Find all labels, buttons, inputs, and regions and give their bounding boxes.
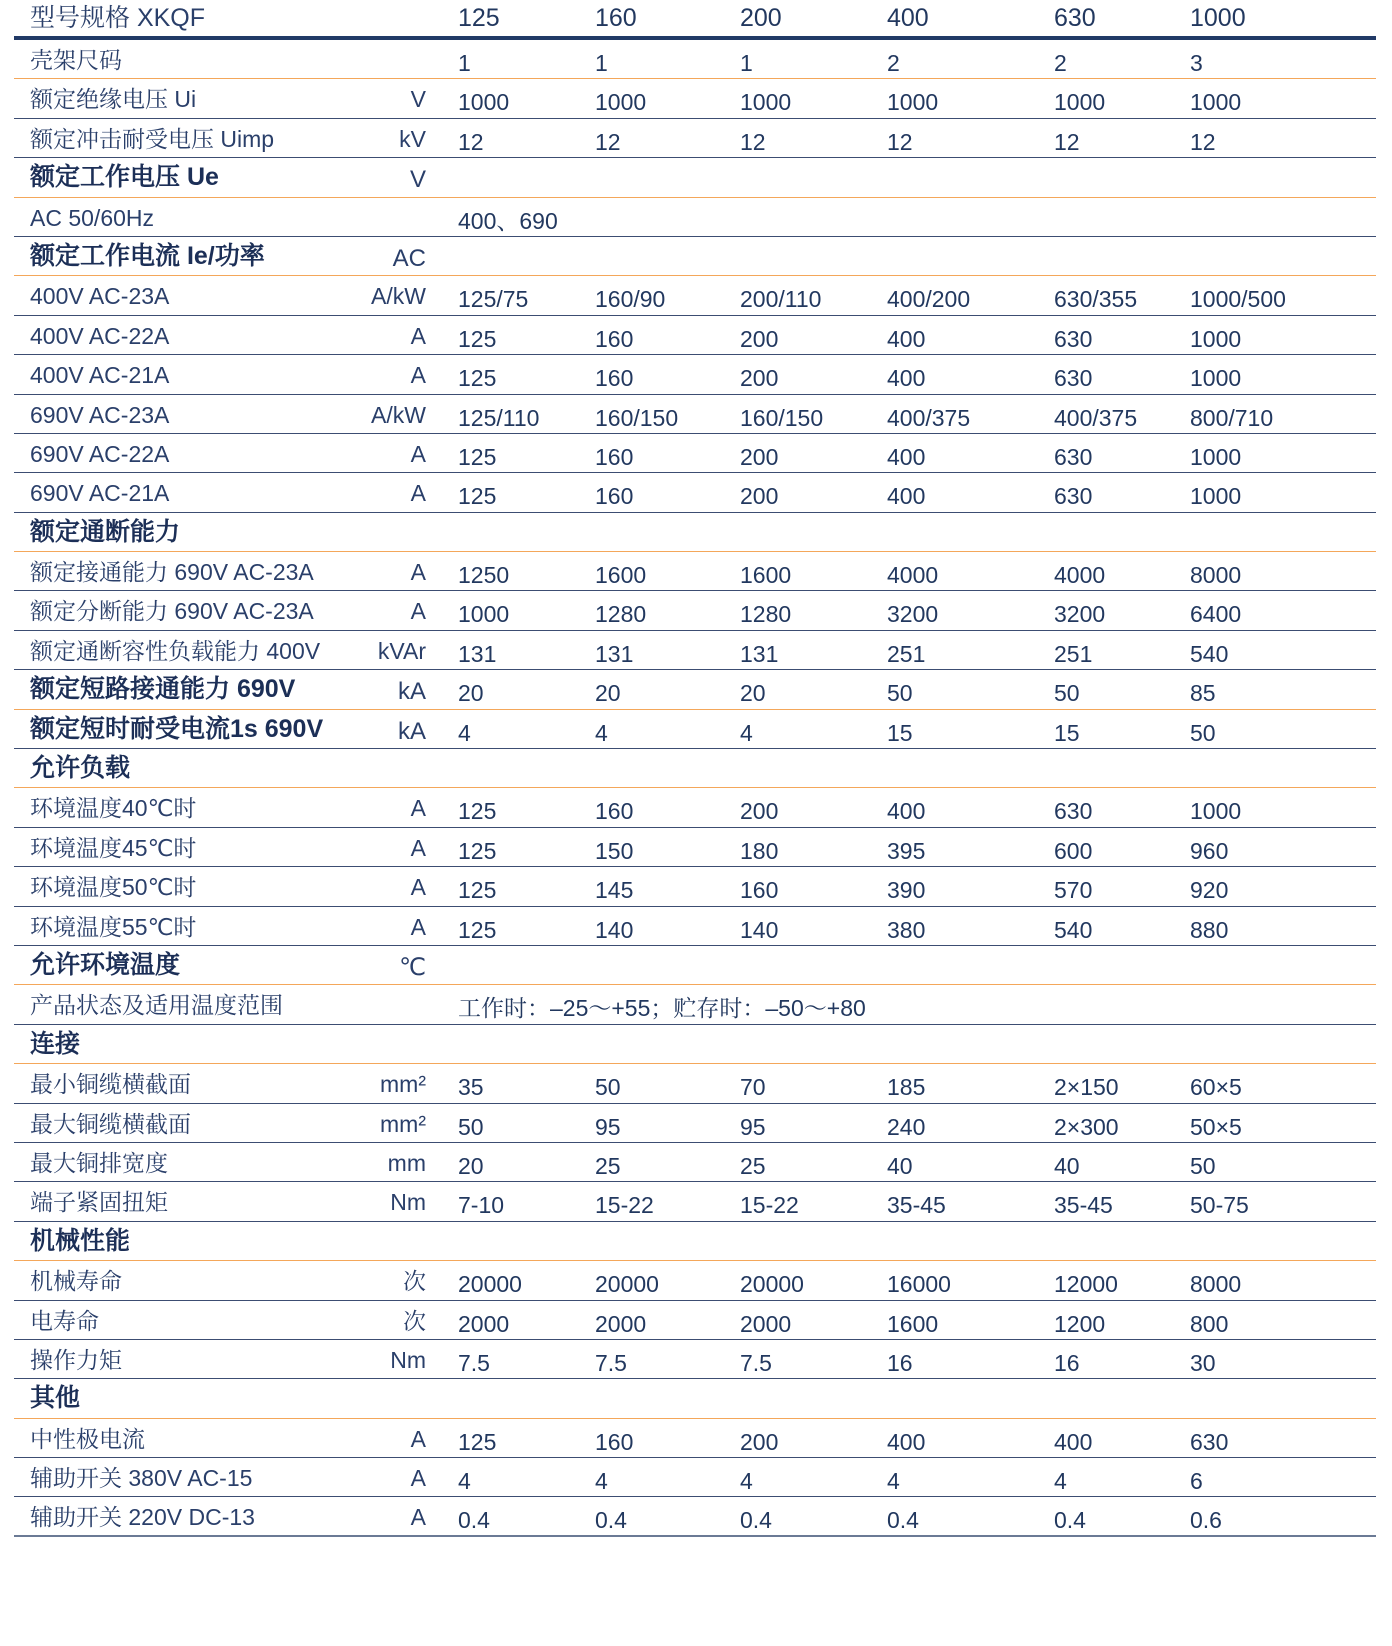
row-value: 1000 (1190, 798, 1242, 825)
row-value: 160 (740, 877, 779, 904)
header-label: 型号规格 XKQF (30, 4, 206, 32)
header-model-125: 125 (458, 4, 500, 32)
row-value: 185 (887, 1074, 926, 1101)
row-label: 额定短路接通能力 690V (30, 675, 296, 704)
row-unit: mm² (380, 1071, 426, 1098)
table-row (14, 1497, 1376, 1536)
row-value: 400 (887, 798, 926, 825)
row-value: 540 (1190, 640, 1229, 667)
row-value: 16000 (887, 1271, 951, 1298)
row-value: 800 (1190, 1310, 1229, 1337)
row-unit: A (410, 362, 426, 389)
row-unit: ℃ (399, 953, 426, 981)
row-unit: A (410, 1504, 426, 1531)
row-value: 1 (458, 50, 471, 76)
row-value: 150 (595, 837, 634, 864)
row-value: 200 (740, 365, 779, 392)
row-value: 0.6 (1190, 1507, 1222, 1534)
row-value: 630 (1054, 443, 1093, 470)
row-label: 额定冲击耐受电压 Uimp (30, 125, 275, 152)
row-unit: A (410, 322, 426, 349)
row-value: 85 (1190, 680, 1216, 707)
row-value: 240 (887, 1113, 926, 1140)
row-value: 4 (595, 1468, 608, 1495)
row-value: 395 (887, 837, 926, 864)
row-unit: Nm (390, 1189, 426, 1216)
row-value: 200 (740, 325, 779, 352)
row-value: 145 (595, 877, 634, 904)
table-row (14, 985, 1376, 1024)
row-value: 160 (595, 325, 634, 352)
row-value: 1600 (595, 562, 647, 589)
row-value: 1280 (740, 601, 792, 628)
section-title: 其他 (30, 1384, 81, 1413)
table-row (14, 395, 1376, 434)
table-row (14, 434, 1376, 473)
section-title: 额定工作电压 Ue (30, 163, 219, 192)
row-value: 400/375 (887, 404, 971, 431)
row-value: 12000 (1054, 1271, 1118, 1298)
row-value: 12 (595, 128, 621, 155)
row-value: 2000 (458, 1310, 510, 1337)
row-value: 160 (595, 365, 634, 392)
row-value: 180 (740, 837, 779, 864)
row-span-value: 400、690 (458, 207, 558, 234)
section-header-row (14, 237, 1376, 276)
row-value: 400 (1054, 1428, 1093, 1455)
row-value: 50 (887, 680, 913, 707)
row-value: 200/110 (740, 286, 822, 313)
row-value: 920 (1190, 877, 1229, 904)
row-value: 1000 (740, 89, 792, 116)
row-unit: A (410, 1465, 426, 1492)
row-value: 12 (458, 128, 484, 155)
row-value: 2 (1054, 50, 1067, 76)
row-value: 125 (458, 483, 497, 510)
row-value: 6400 (1190, 601, 1242, 628)
row-label: 环境温度45℃时 (30, 834, 197, 861)
row-value: 630 (1054, 365, 1093, 392)
row-value: 630 (1190, 1428, 1229, 1455)
row-value: 50×5 (1190, 1113, 1242, 1140)
row-unit: 次 (403, 1307, 426, 1334)
row-value: 251 (1054, 640, 1093, 667)
row-value: 540 (1054, 916, 1093, 943)
row-value: 125 (458, 443, 497, 470)
table-row (14, 198, 1376, 237)
row-value: 20 (458, 680, 484, 707)
table-row (14, 276, 1376, 315)
row-value: 1200 (1054, 1310, 1106, 1337)
row-value: 2000 (740, 1310, 792, 1337)
row-value: 35-45 (887, 1192, 946, 1219)
row-value: 1600 (740, 562, 792, 589)
row-unit: kV (399, 125, 426, 152)
row-unit: V (410, 86, 426, 113)
row-value: 630 (1054, 483, 1093, 510)
row-label: 环境温度55℃时 (30, 913, 197, 940)
section-title: 允许环境温度 (30, 950, 181, 979)
section-header-row (14, 158, 1376, 197)
row-unit: AC (392, 244, 426, 272)
row-value: 50 (595, 1074, 621, 1101)
row-value: 25 (740, 1152, 766, 1179)
table-row (14, 40, 1376, 79)
row-value: 7.5 (740, 1349, 772, 1376)
row-value: 1000 (1054, 89, 1106, 116)
row-value: 20000 (740, 1271, 804, 1298)
section-header-row (14, 749, 1376, 788)
row-value: 2 (887, 50, 900, 76)
header-model-630: 630 (1054, 4, 1096, 32)
row-label: 机械寿命 (30, 1268, 122, 1295)
row-value: 600 (1054, 837, 1093, 864)
row-value: 160/90 (595, 286, 666, 313)
row-value: 20000 (595, 1271, 659, 1298)
row-unit: V (409, 166, 426, 194)
row-unit: A/kW (371, 401, 426, 428)
table-row (14, 907, 1376, 946)
row-value: 15-22 (740, 1192, 799, 1219)
row-value: 1000 (1190, 443, 1242, 470)
row-label: 400V AC-22A (30, 322, 170, 349)
row-value: 0.4 (1054, 1507, 1086, 1534)
row-label: 中性极电流 (30, 1425, 145, 1452)
row-value: 1000/500 (1190, 286, 1286, 313)
row-value: 16 (887, 1349, 913, 1376)
row-value: 8000 (1190, 562, 1242, 589)
row-unit: kA (397, 678, 426, 706)
row-unit: A (410, 440, 426, 467)
row-label: 690V AC-21A (30, 480, 170, 507)
row-unit: A (410, 598, 426, 625)
row-label: 400V AC-21A (30, 362, 170, 389)
row-value: 390 (887, 877, 926, 904)
row-value: 1 (740, 50, 753, 76)
section-header-row (14, 1222, 1376, 1261)
row-value: 125/75 (458, 286, 529, 313)
row-value: 140 (595, 916, 634, 943)
table-row (14, 1261, 1376, 1300)
row-label: 电寿命 (30, 1307, 99, 1334)
row-value: 4 (740, 1468, 753, 1495)
row-value: 50 (458, 1113, 484, 1140)
row-value: 4 (1054, 1468, 1067, 1495)
section-header-row (14, 1025, 1376, 1064)
section-header-row (14, 1379, 1376, 1418)
row-value: 1000 (887, 89, 939, 116)
row-value: 160/150 (595, 404, 679, 431)
section-header-row (14, 946, 1376, 985)
row-label: 690V AC-22A (30, 440, 170, 467)
row-value: 630 (1054, 798, 1093, 825)
table-row (14, 79, 1376, 118)
row-value: 160 (595, 443, 634, 470)
table-row (14, 1458, 1376, 1497)
row-value: 125/110 (458, 404, 540, 431)
table-row (14, 710, 1376, 749)
row-value: 4 (595, 719, 608, 746)
row-value: 12 (1054, 128, 1080, 155)
row-value: 20 (458, 1152, 484, 1179)
row-value: 1000 (1190, 325, 1242, 352)
table-row (14, 670, 1376, 709)
row-value: 1000 (595, 89, 647, 116)
table-row (14, 828, 1376, 867)
row-value: 800/710 (1190, 404, 1274, 431)
row-value: 160/150 (740, 404, 824, 431)
row-value: 4 (458, 1468, 471, 1495)
row-value: 400 (887, 443, 926, 470)
row-unit: Nm (390, 1346, 426, 1373)
row-unit: mm (387, 1149, 426, 1176)
row-value: 1250 (458, 562, 510, 589)
table-row (14, 473, 1376, 512)
row-value: 630 (1054, 325, 1093, 352)
row-value: 60×5 (1190, 1074, 1242, 1101)
row-value: 200 (740, 798, 779, 825)
row-unit: A (410, 913, 426, 940)
row-value: 251 (887, 640, 926, 667)
table-row (14, 1064, 1376, 1103)
row-value: 50 (1190, 719, 1216, 746)
row-label: 环境温度40℃时 (30, 795, 197, 822)
row-value: 7.5 (458, 1349, 490, 1376)
row-value: 2×300 (1054, 1113, 1119, 1140)
row-value: 40 (887, 1152, 913, 1179)
row-label: 最小铜缆横截面 (30, 1071, 191, 1098)
row-value: 1000 (1190, 365, 1242, 392)
table-row (14, 355, 1376, 394)
row-span-value: 工作时：–25～+55；贮存时：–50～+80 (458, 995, 866, 1022)
table-row (14, 552, 1376, 591)
row-value: 1280 (595, 601, 647, 628)
row-value: 2000 (595, 1310, 647, 1337)
row-value: 125 (458, 837, 497, 864)
row-value: 2×150 (1054, 1074, 1119, 1101)
header-row (14, 0, 1376, 40)
row-value: 400 (887, 365, 926, 392)
header-model-400: 400 (887, 4, 929, 32)
row-value: 125 (458, 877, 497, 904)
row-value: 35-45 (1054, 1192, 1113, 1219)
table-row (14, 1182, 1376, 1221)
row-label: 辅助开关 380V AC-15 (30, 1465, 253, 1492)
row-value: 50-75 (1190, 1192, 1249, 1219)
row-value: 960 (1190, 837, 1229, 864)
row-value: 880 (1190, 916, 1229, 943)
row-value: 3200 (887, 601, 939, 628)
row-value: 7-10 (458, 1192, 505, 1219)
row-value: 20000 (458, 1271, 522, 1298)
row-value: 20 (595, 680, 621, 707)
row-value: 570 (1054, 877, 1093, 904)
row-value: 380 (887, 916, 926, 943)
row-unit: A (410, 480, 426, 507)
row-unit: A (410, 874, 426, 901)
section-title: 额定工作电流 Ie/功率 (30, 241, 265, 270)
row-value: 35 (458, 1074, 484, 1101)
row-value: 1600 (887, 1310, 939, 1337)
row-label: 额定通断容性负载能力 400V (30, 637, 321, 664)
row-value: 4 (887, 1468, 900, 1495)
row-value: 400 (887, 325, 926, 352)
table-row (14, 788, 1376, 827)
row-value: 0.4 (458, 1507, 490, 1534)
row-value: 131 (595, 640, 634, 667)
table-row (14, 1104, 1376, 1143)
row-unit: A (410, 795, 426, 822)
row-value: 40 (1054, 1152, 1080, 1179)
row-value: 630/355 (1054, 286, 1138, 313)
table-row (14, 1340, 1376, 1379)
row-unit: A (410, 834, 426, 861)
row-value: 200 (740, 483, 779, 510)
row-value: 4 (458, 719, 471, 746)
section-title: 允许负载 (30, 754, 131, 783)
row-value: 95 (595, 1113, 621, 1140)
row-value: 8000 (1190, 1271, 1242, 1298)
row-label: 端子紧固扭矩 (30, 1189, 168, 1216)
row-value: 0.4 (887, 1507, 919, 1534)
row-label: 最大铜缆横截面 (30, 1110, 191, 1137)
row-value: 131 (458, 640, 497, 667)
row-value: 400 (887, 1428, 926, 1455)
row-label: 额定分断能力 690V AC-23A (30, 598, 314, 625)
table-row (14, 867, 1376, 906)
row-label: AC 50/60Hz (30, 204, 155, 231)
table-row (14, 1143, 1376, 1182)
header-model-1000: 1000 (1190, 4, 1246, 32)
row-unit: A (410, 1425, 426, 1452)
row-value: 125 (458, 325, 497, 352)
row-value: 20 (740, 680, 766, 707)
row-value: 125 (458, 365, 497, 392)
row-value: 400/375 (1054, 404, 1138, 431)
row-value: 140 (740, 916, 779, 943)
row-value: 1000 (1190, 483, 1242, 510)
row-value: 50 (1054, 680, 1080, 707)
row-unit: kA (397, 717, 426, 745)
row-value: 15 (887, 719, 913, 746)
row-value: 25 (595, 1152, 621, 1179)
table-row (14, 1419, 1376, 1458)
row-label: 400V AC-23A (30, 283, 170, 310)
table-row (14, 1301, 1376, 1340)
section-title: 额定通断能力 (30, 517, 181, 546)
row-value: 12 (887, 128, 913, 155)
row-unit: 次 (403, 1268, 426, 1295)
header-model-160: 160 (595, 4, 637, 32)
row-value: 160 (595, 798, 634, 825)
row-value: 131 (740, 640, 779, 667)
row-value: 95 (740, 1113, 766, 1140)
section-header-row (14, 513, 1376, 552)
row-value: 70 (740, 1074, 766, 1101)
row-value: 15 (1054, 719, 1080, 746)
section-title: 机械性能 (30, 1226, 131, 1255)
row-value: 125 (458, 1428, 497, 1455)
row-label: 壳架尺码 (30, 47, 122, 73)
row-unit: kVAr (377, 637, 426, 664)
row-value: 6 (1190, 1468, 1203, 1495)
row-label: 额定绝缘电压 Ui (30, 86, 197, 113)
row-value: 0.4 (595, 1507, 627, 1534)
row-value: 125 (458, 916, 497, 943)
row-value: 4 (740, 719, 753, 746)
table-row (14, 316, 1376, 355)
row-value: 7.5 (595, 1349, 627, 1376)
row-unit: A (410, 559, 426, 586)
row-value: 1000 (458, 601, 510, 628)
row-value: 160 (595, 1428, 634, 1455)
row-value: 4000 (1054, 562, 1106, 589)
row-value: 3 (1190, 50, 1203, 76)
row-unit: mm² (380, 1110, 426, 1137)
row-value: 1000 (458, 89, 510, 116)
row-value: 30 (1190, 1349, 1216, 1376)
row-value: 12 (740, 128, 766, 155)
row-value: 1 (595, 50, 608, 76)
row-value: 160 (595, 483, 634, 510)
spec-table (14, 0, 1376, 1537)
row-value: 400 (887, 483, 926, 510)
row-value: 16 (1054, 1349, 1080, 1376)
table-row (14, 119, 1376, 158)
row-value: 4000 (887, 562, 939, 589)
row-label: 额定接通能力 690V AC-23A (30, 559, 314, 586)
section-title: 连接 (30, 1029, 81, 1058)
row-label: 环境温度50℃时 (30, 874, 197, 901)
row-label: 产品状态及适用温度范围 (30, 992, 283, 1019)
row-value: 200 (740, 1428, 779, 1455)
row-label: 操作力矩 (30, 1346, 122, 1373)
row-value: 0.4 (740, 1507, 772, 1534)
table-row (14, 631, 1376, 670)
row-value: 12 (1190, 128, 1216, 155)
row-label: 最大铜排宽度 (30, 1149, 168, 1176)
row-unit: A/kW (371, 283, 426, 310)
row-label: 额定短时耐受电流1s 690V (30, 714, 324, 743)
header-model-200: 200 (740, 4, 782, 32)
row-value: 3200 (1054, 601, 1106, 628)
row-label: 辅助开关 220V DC-13 (30, 1504, 255, 1531)
row-value: 200 (740, 443, 779, 470)
table-row (14, 591, 1376, 630)
row-value: 125 (458, 798, 497, 825)
row-value: 400/200 (887, 286, 971, 313)
row-value: 1000 (1190, 89, 1242, 116)
row-value: 50 (1190, 1152, 1216, 1179)
row-label: 690V AC-23A (30, 401, 170, 428)
row-value: 15-22 (595, 1192, 654, 1219)
